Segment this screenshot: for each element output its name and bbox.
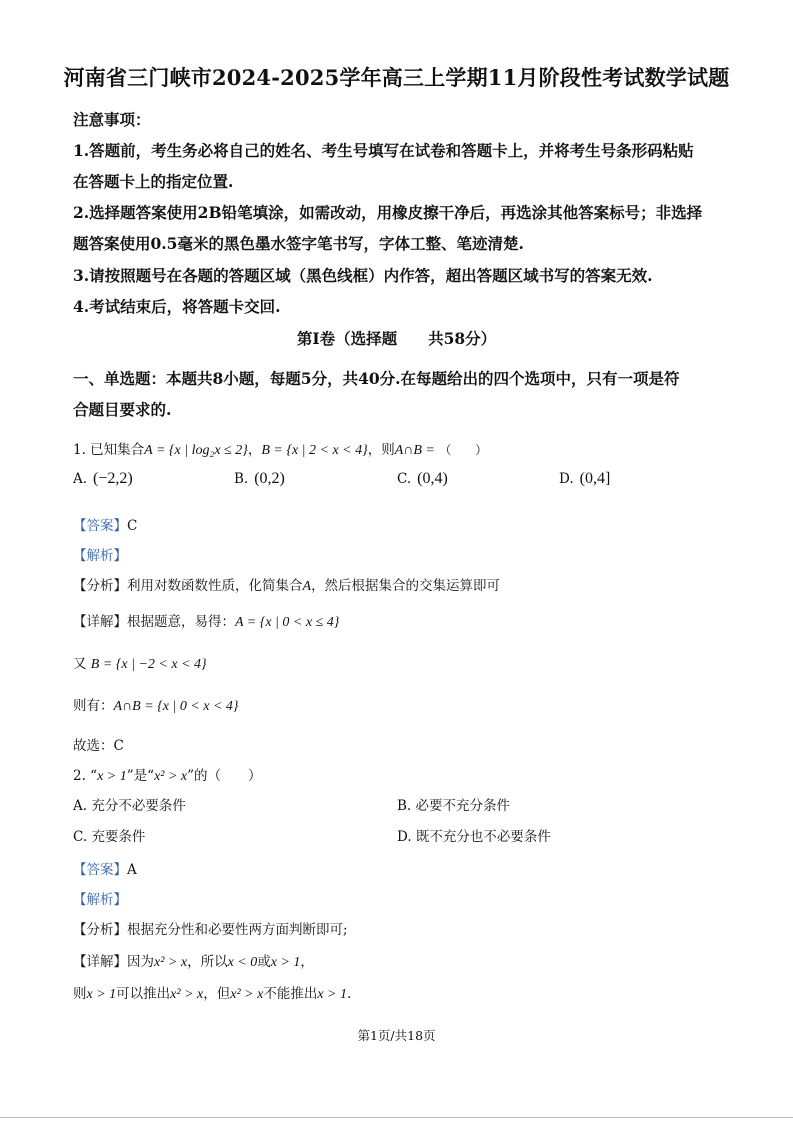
then-label: ，则 [367, 442, 395, 458]
question-1-detail [73, 610, 339, 631]
option-value: 充要条件 [91, 829, 146, 845]
stem-text-end: ”的（ ） [187, 768, 262, 784]
conclusion-text: 则 [73, 986, 87, 1002]
conclusion-expression-4: x > 1 [317, 987, 347, 1002]
detail-text-2: ，所以 [187, 954, 228, 970]
question-2-option-d [397, 825, 551, 845]
question-2-option-c [73, 825, 145, 845]
detail-text: 因为 [127, 954, 154, 970]
fenxi-text-end: ，然后根据集合的交集运算即可 [311, 578, 501, 594]
part-heading-b: 合题目要求的. [73, 400, 172, 419]
option-label: D. [559, 471, 574, 487]
fenxi-tag: 【分析】 [73, 578, 127, 594]
option-label: A. [73, 471, 88, 487]
conclusion-period: . [347, 986, 352, 1002]
question-2-detail [73, 950, 314, 971]
notice-item-3: 3.请按照题号在各题的答题区域（黑色线框）内作答，超出答题区域书写的答案无效. [73, 266, 653, 285]
option-label: B. [234, 471, 249, 487]
separator: ， [247, 442, 262, 458]
conclusion-expression-3: x² > x [230, 987, 264, 1002]
set-b-definition: B = {x | 2 < x < 4} [261, 443, 368, 458]
answer-value: A [127, 862, 137, 878]
notice-item-2a: 2.选择题答案使用2B铅笔填涂，如需改动，用橡皮擦干净后，再选涂其他答案标号；非选择 [73, 203, 703, 222]
page-title: 河南省三门峡市2024-2025学年高三上学期11月阶段性考试数学试题 [63, 65, 730, 90]
section-heading: 第Ⅰ卷（选择题 共58分） [296, 329, 497, 348]
notice-item-1a: 1.答题前，考生务必将自己的姓名、考生号填写在试卷和答题卡上，并将考生号条形码粘贴 [73, 141, 694, 160]
conclusion-text-2: 可以推出 [116, 986, 171, 1002]
stem-text: 2. “ [73, 768, 98, 784]
option-value: (0,4] [579, 470, 611, 487]
question-1-analysis-tag: 【解析】 [73, 548, 127, 564]
question-1-result [73, 694, 239, 715]
detail-text-3: 或 [257, 954, 271, 970]
option-label: B. [397, 798, 412, 814]
question-1-choose: 故选：C [73, 738, 124, 754]
option-value: 充分不必要条件 [91, 798, 186, 814]
also-label: 又 [73, 656, 87, 672]
detail-tag: 【详解】 [73, 614, 127, 630]
conclusion-text-4: 不能推出 [263, 986, 318, 1002]
answer-tag: 【答案】 [73, 862, 127, 878]
detail-expression: A = {x | 0 < x ≤ 4} [235, 615, 340, 630]
question-1-also [73, 652, 207, 673]
question-1-option-a [73, 470, 133, 488]
result-label: 则有： [73, 698, 114, 714]
answer-value: C [127, 518, 138, 534]
question-1-prefix: 1. 已知集合 [73, 442, 145, 458]
option-label: A. [73, 798, 88, 814]
conclusion-text-3: ，但 [203, 986, 231, 1002]
notice-item-4: 4.考试结束后，将答题卡交回. [73, 297, 281, 316]
notice-heading: 注意事项： [73, 110, 151, 129]
answer-paren: （ ） [439, 443, 488, 457]
detail-text-4: ， [300, 954, 314, 970]
detail-expression-2: x < 0 [227, 955, 258, 970]
question-1-option-b [234, 470, 285, 488]
fenxi-text: 根据充分性和必要性两方面判断即可; [127, 922, 348, 938]
answer-tag: 【答案】 [73, 518, 127, 534]
question-1-option-d [559, 470, 610, 488]
conclusion-expression-2: x² > x [170, 987, 204, 1002]
option-value: 必要不充分条件 [415, 798, 511, 814]
question-2-option-a [73, 794, 186, 814]
detail-text: 根据题意，易得： [127, 614, 235, 630]
conclusion-expression-1: x > 1 [86, 987, 117, 1002]
condition-1: x > 1 [97, 769, 127, 784]
question-2-stem [73, 764, 262, 785]
question-1-option-c [397, 470, 448, 488]
option-value: (0,4) [417, 470, 448, 487]
question-2-fenxi [73, 918, 348, 938]
notice-item-2b: 题答案使用0.5毫米的黑色墨水签字笔书写，字体工整、笔迹清楚. [73, 234, 524, 253]
question-1-fenxi [73, 574, 500, 595]
question-1-answer [73, 514, 137, 534]
detail-tag: 【详解】 [73, 954, 127, 970]
fenxi-symbol: A [302, 579, 312, 594]
condition-2: x² > x [154, 769, 188, 784]
question-2-analysis-tag: 【解析】 [73, 892, 127, 908]
option-value: (−2,2) [93, 470, 133, 487]
intersection-expression: A∩B = [394, 443, 435, 458]
set-a-definition: A = {x | log₂x ≤ 2} [144, 443, 248, 458]
question-2-option-b [397, 794, 510, 814]
page-footer: 第1页/共18页 [357, 1028, 436, 1043]
part-heading-a: 一、单选题：本题共8小题，每题5分，共40分.在每题给出的四个选项中，只有一项是符 [73, 369, 680, 388]
stem-text-mid: ”是“ [126, 768, 155, 784]
also-expression: B = {x | −2 < x < 4} [90, 657, 207, 672]
question-2-answer [73, 858, 137, 878]
option-label: C. [397, 471, 412, 487]
fenxi-tag: 【分析】 [73, 922, 127, 938]
question-2-conclusion [73, 982, 351, 1003]
option-label: C. [73, 829, 88, 845]
option-value: 既不充分也不必要条件 [415, 829, 551, 845]
detail-expression-1: x² > x [154, 955, 188, 970]
fenxi-text: 利用对数函数性质，化简集合 [127, 578, 303, 594]
question-1-stem [73, 438, 487, 459]
page-bottom-divider [0, 1117, 793, 1118]
option-label: D. [397, 829, 412, 845]
result-expression: A∩B = {x | 0 < x < 4} [113, 699, 239, 714]
option-value: (0,2) [254, 470, 285, 487]
detail-expression-3: x > 1 [270, 955, 301, 970]
notice-item-1b: 在答题卡上的指定位置. [73, 172, 234, 191]
